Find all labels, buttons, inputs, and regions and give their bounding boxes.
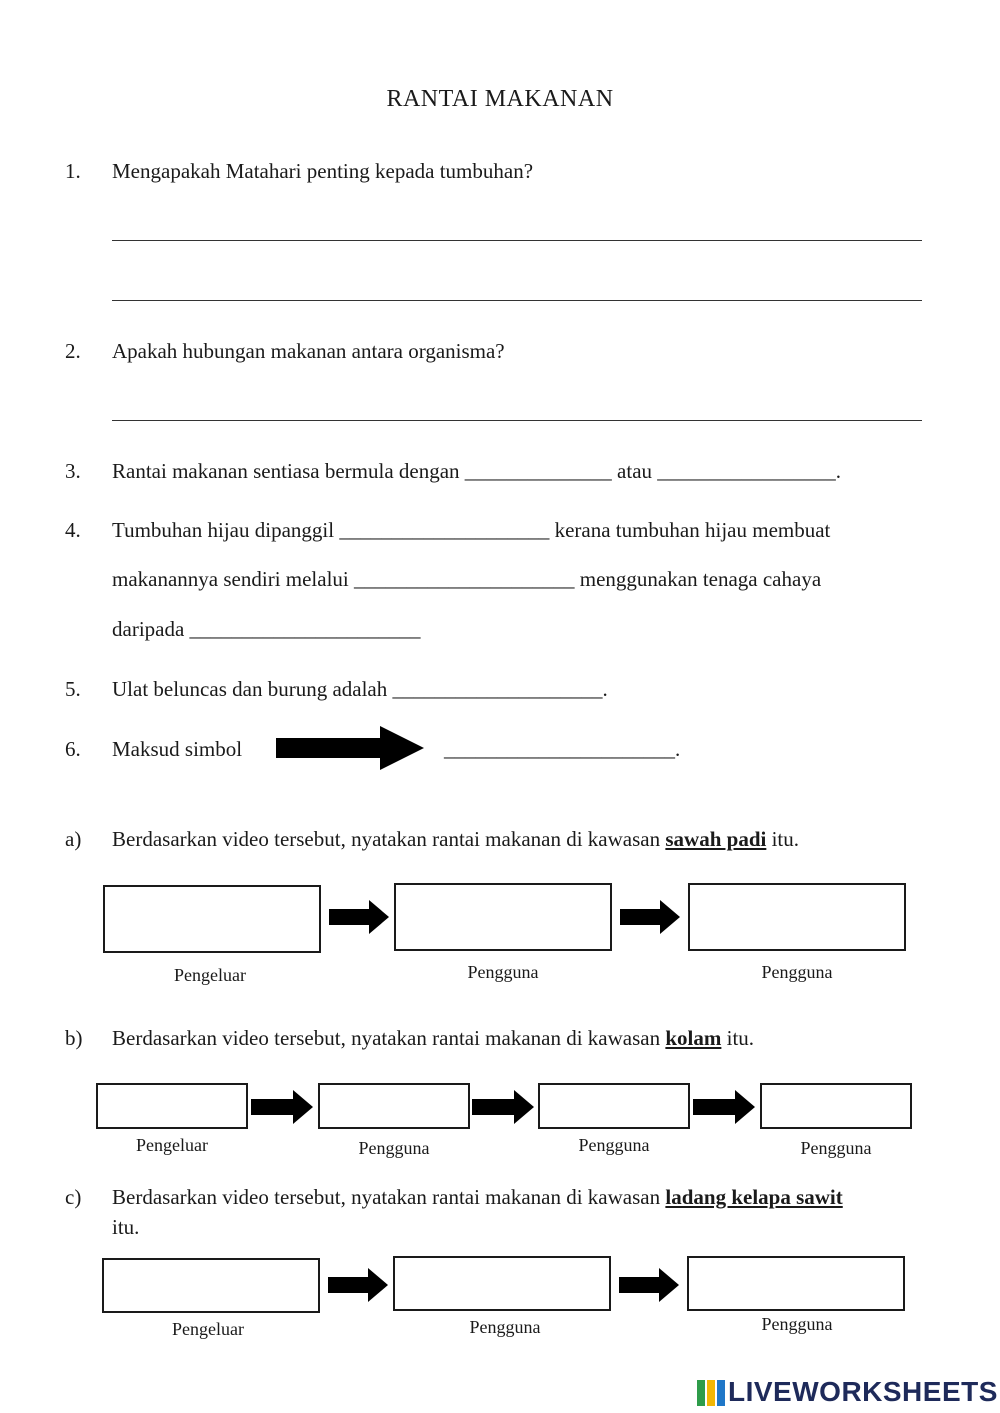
chain-a-label-3: Pengguna xyxy=(761,962,833,982)
blank-3a[interactable]: ______________ xyxy=(464,459,612,483)
chain-b-label-1: Pengeluar xyxy=(136,1135,208,1155)
chain-a-label-1: Pengeluar xyxy=(174,965,246,985)
brand-name[interactable]: LIVEWORKSHEETS xyxy=(728,1376,998,1407)
page-title: RANTAI MAKANAN xyxy=(386,86,614,112)
chain-b-box-1[interactable] xyxy=(96,1083,248,1129)
blank-4b[interactable]: _____________________ xyxy=(354,567,575,591)
section-letter: c) xyxy=(65,1185,82,1209)
question-3-part2: atau xyxy=(611,459,658,483)
chain-b-label-3: Pengguna xyxy=(578,1135,650,1155)
arrow-right-icon xyxy=(328,1268,388,1302)
answer-line-2[interactable] xyxy=(112,420,922,421)
chain-b-box-2[interactable] xyxy=(318,1083,470,1129)
question-4-part3: makanannya sendiri melalui xyxy=(112,567,355,591)
chain-c-box-3[interactable] xyxy=(687,1256,905,1311)
chain-b-label-4: Pengguna xyxy=(800,1138,872,1158)
chain-a-box-3[interactable] xyxy=(688,883,906,951)
section-a-text xyxy=(112,826,799,852)
question-4-line-2 xyxy=(112,566,821,592)
section-b-text xyxy=(112,1025,754,1051)
question-4-part2: kerana tumbuhan hijau membuat xyxy=(549,518,831,542)
question-4-part1: Tumbuhan hijau dipanggil xyxy=(112,518,340,542)
arrow-right-icon xyxy=(329,900,389,934)
arrow-right-icon xyxy=(620,900,680,934)
section-c-prompt: Berdasarkan video tersebut, nyatakan rantai makanan di kawasan xyxy=(112,1185,666,1209)
blank-4a[interactable]: ____________________ xyxy=(339,518,550,542)
question-number: 3. xyxy=(65,459,81,483)
question-3-part3: . xyxy=(835,459,842,483)
section-b-place: kolam xyxy=(665,1026,722,1050)
chain-a-label-2: Pengguna xyxy=(467,962,539,982)
question-4-line-1 xyxy=(112,517,830,543)
question-5-text xyxy=(112,676,608,702)
question-number: 2. xyxy=(65,339,81,363)
arrow-right-icon xyxy=(472,1090,534,1124)
question-6-end: . xyxy=(675,737,681,761)
arrow-right-icon xyxy=(619,1268,679,1302)
section-a-prompt: Berdasarkan video tersebut, nyatakan rantai makanan di kawasan xyxy=(112,827,666,851)
chain-b-box-3[interactable] xyxy=(538,1083,690,1129)
question-number: 4. xyxy=(65,518,81,542)
blank-4c[interactable]: ______________________ xyxy=(189,617,421,641)
question-3-part1: Rantai makanan sentiasa bermula dengan xyxy=(112,459,465,483)
question-4-part5: daripada xyxy=(112,617,190,641)
section-c-text xyxy=(112,1184,843,1210)
section-letter: b) xyxy=(65,1026,83,1050)
blank-5[interactable]: ____________________ xyxy=(392,677,603,701)
question-number: 6. xyxy=(65,737,81,761)
arrow-right-icon xyxy=(693,1090,755,1124)
chain-c-box-1[interactable] xyxy=(102,1258,320,1313)
section-b-prompt: Berdasarkan video tersebut, nyatakan rantai makanan di kawasan xyxy=(112,1026,666,1050)
section-a-place: sawah padi xyxy=(665,827,767,851)
blank-3b[interactable]: _________________ xyxy=(657,459,836,483)
liveworksheets-logo-icon xyxy=(697,1380,725,1406)
question-2-text: Apakah hubungan makanan antara organisma? xyxy=(112,339,505,363)
chain-a-box-2[interactable] xyxy=(394,883,612,951)
arrow-symbol-icon xyxy=(276,726,424,770)
question-number: 1. xyxy=(65,159,81,183)
chain-c-box-2[interactable] xyxy=(393,1256,611,1311)
question-4-part4: menggunakan tenaga cahaya xyxy=(574,567,822,591)
section-c-place: ladang kelapa sawit xyxy=(665,1185,843,1209)
chain-c-label-3: Pengguna xyxy=(761,1314,833,1334)
chain-a-box-1[interactable] xyxy=(103,885,321,953)
chain-c-label-1: Pengeluar xyxy=(172,1319,244,1339)
blank-6[interactable]: ______________________ xyxy=(444,737,675,761)
section-letter: a) xyxy=(65,827,82,851)
answer-line-1a[interactable] xyxy=(112,240,922,241)
chain-c-label-2: Pengguna xyxy=(469,1317,541,1337)
question-1-text: Mengapakah Matahari penting kepada tumbuhan? xyxy=(112,159,534,183)
question-6-text: Maksud simbol xyxy=(112,737,243,761)
question-4-line-3 xyxy=(112,616,421,642)
arrow-right-icon xyxy=(251,1090,313,1124)
question-6-answer xyxy=(444,736,680,762)
question-5-part1: Ulat beluncas dan burung adalah xyxy=(112,677,393,701)
question-number: 5. xyxy=(65,677,81,701)
chain-b-box-4[interactable] xyxy=(760,1083,912,1129)
chain-b-label-2: Pengguna xyxy=(358,1138,430,1158)
section-a-end: itu. xyxy=(766,827,800,851)
section-c-end: itu. xyxy=(112,1215,140,1239)
question-5-part2: . xyxy=(602,677,608,701)
answer-line-1b[interactable] xyxy=(112,300,922,301)
section-b-end: itu. xyxy=(721,1026,755,1050)
question-3-text xyxy=(112,458,841,484)
